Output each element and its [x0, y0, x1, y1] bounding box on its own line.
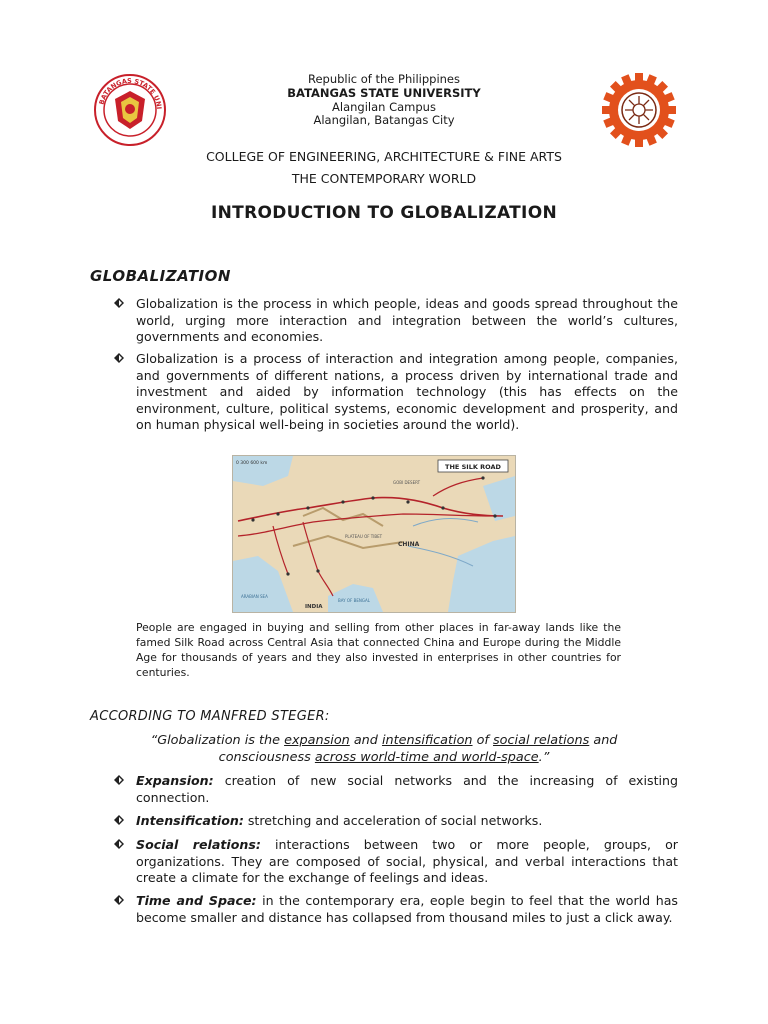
map-label-bay: BAY OF BENGAL	[338, 598, 370, 603]
silk-road-map	[232, 455, 516, 613]
map-caption: People are engaged in buying and selling from other places in far-away lands like the famed Silk Road across Central Asia that connected China and Europe during the Middle Age for thousands of years and they also invested in enterprises in other countries for centuries.	[136, 621, 621, 679]
section-heading-steger: ACCORDING TO MANFRED STEGER:	[90, 709, 330, 724]
quote-keyword-intensification: intensification	[381, 733, 473, 748]
bullet-text: Globalization is the process in which people, ideas and goods spread throughout the world, urging more interaction and integration between the world’s cultures, governments and economies.	[136, 296, 678, 344]
diamond-bullet-icon	[113, 774, 125, 786]
list-item	[113, 773, 678, 806]
term-intensification: Intensification:	[136, 813, 244, 828]
quote-text: of	[472, 733, 494, 748]
term-definition: in the contemporary era, eople begin to feel that the world has become smaller and distance has collapsed from thousand miles to just a click away.	[136, 893, 678, 925]
quote-keyword-social-relations: social relations	[493, 733, 590, 748]
diamond-bullet-icon	[113, 894, 125, 906]
list-item	[113, 296, 678, 346]
term-expansion: Expansion:	[136, 773, 214, 788]
college-name: COLLEGE OF ENGINEERING, ARCHITECTURE & FINE ARTS	[206, 149, 562, 164]
diamond-bullet-icon	[113, 352, 125, 364]
term-definition: interactions between two or more people, groups, or organizations. They are composed of social, physical, and verbal interactions that create a climate for the exchange of feelings and ideas.	[136, 837, 678, 885]
header-university: BATANGAS STATE UNIVERSITY	[287, 86, 481, 100]
diamond-bullet-icon	[113, 838, 125, 850]
quote-text: “Globalization is the	[150, 733, 285, 748]
list-item	[113, 351, 678, 434]
quote-text: consciousness	[218, 750, 315, 765]
term-time-and-space: Time and Space:	[136, 893, 257, 908]
map-label-arabian-sea: ARABIAN SEA	[241, 594, 268, 599]
term-definition: creation of new social networks and the increasing of existing connection.	[136, 773, 678, 805]
map-label-china: CHINA	[398, 541, 420, 548]
section-heading-globalization: GLOBALIZATION	[90, 267, 231, 285]
course-name: THE CONTEMPORARY WORLD	[291, 171, 477, 186]
list-item	[113, 837, 678, 887]
steger-quote-line-1	[0, 733, 768, 750]
map-label-gobi: GOBI DESERT	[393, 480, 421, 485]
page-title: INTRODUCTION TO GLOBALIZATION	[211, 203, 557, 223]
quote-text: and	[589, 733, 618, 748]
quote-text: and	[349, 733, 382, 748]
map-title: THE SILK ROAD	[445, 463, 501, 471]
list-item	[113, 893, 678, 926]
map-scale: 0 300 600 km	[236, 461, 268, 466]
header-republic: Republic of the Philippines	[307, 72, 461, 86]
list-item	[113, 813, 678, 830]
map-label-india: INDIA	[305, 604, 323, 610]
quote-keyword-world-time-space: across world-time and world-space	[314, 750, 539, 765]
seal-text: BATANGAS STATE UNI	[97, 76, 164, 110]
term-social-relations: Social relations:	[136, 837, 261, 852]
diamond-bullet-icon	[113, 297, 125, 309]
quote-text: .”	[538, 750, 550, 765]
map-label-plateau: PLATEAU OF TIBET	[345, 534, 383, 539]
steger-quote-line-2	[0, 750, 768, 767]
quote-keyword-expansion: expansion	[284, 733, 350, 748]
term-definition: stretching and acceleration of social networks.	[243, 813, 543, 828]
header-address: Alangilan, Batangas City	[313, 113, 455, 127]
header-campus: Alangilan Campus	[332, 100, 436, 114]
diamond-bullet-icon	[113, 814, 125, 826]
bullet-text: Globalization is a process of interaction and integration among people, companies, and governments of different nations, a process driven by international trade and investment and aided by information technology (this has effects on the environment, culture, political systems, economic development and prosperity, and on human physical well-being in societies around the world).	[136, 351, 678, 432]
